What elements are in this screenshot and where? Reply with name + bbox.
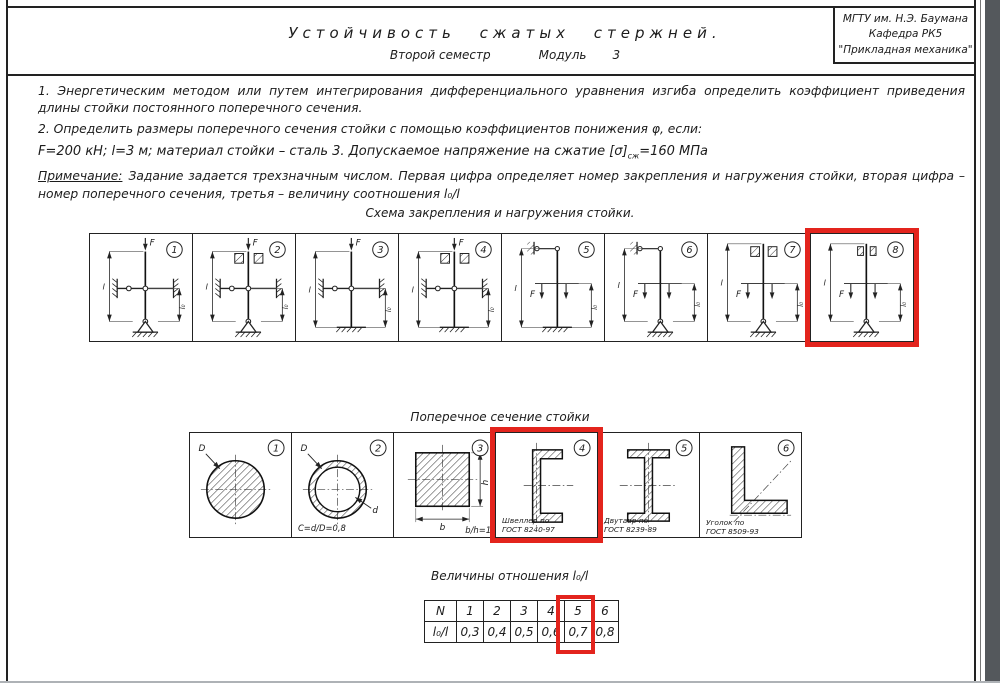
svg-text:3: 3 — [377, 245, 384, 257]
svg-text:F: F — [149, 238, 155, 249]
svg-text:F: F — [632, 290, 639, 301]
page-subtitle — [40, 48, 970, 62]
ratio-cell-0-0: N — [425, 601, 457, 622]
schemes-grid — [89, 233, 914, 342]
svg-text:Уголок по: Уголок по — [705, 518, 745, 528]
ratio-cell-0-1: 1 — [457, 601, 484, 622]
ratio-cell-1-5: 0,7 — [565, 622, 592, 643]
sections-heading: Поперечное сечение стойки — [410, 410, 590, 424]
ratio-cell-1-0: l₀/l — [425, 622, 457, 643]
scheme-cell-8 — [810, 233, 914, 342]
page-frame-top — [6, 6, 974, 8]
svg-text:l: l — [308, 284, 311, 295]
ratio-value-row — [425, 622, 619, 643]
task-list — [38, 83, 965, 206]
svg-text:D: D — [300, 443, 308, 454]
page-frame-right — [974, 0, 976, 681]
svg-text:Швеллер по: Швеллер по — [501, 516, 550, 526]
note-text: Задание задается трехзначным числом. Первая цифра определяет номер закрепления и нагружения стойки, вторая цифра – номер поперечного сечения, третья – величину соотношения l₀/l — [38, 169, 965, 201]
svg-text:b: b — [439, 523, 446, 534]
ratio-cell-0-6: 6 — [592, 601, 619, 622]
module-label: Модуль — [538, 48, 587, 62]
svg-text:F: F — [735, 290, 742, 301]
scheme-cell-7 — [707, 233, 811, 342]
ratio-cell-0-3: 3 — [511, 601, 538, 622]
ratio-cell-1-3: 0,5 — [511, 622, 538, 643]
svg-text:l: l — [411, 284, 414, 295]
svg-text:1: 1 — [272, 443, 280, 455]
given-data-subscript: сж — [627, 151, 640, 161]
svg-text:l₀: l₀ — [796, 301, 806, 307]
scheme-cell-4 — [398, 233, 502, 342]
svg-text:D: D — [198, 443, 206, 454]
svg-text:F: F — [252, 238, 258, 249]
section-cell-3 — [393, 432, 496, 538]
svg-text:F: F — [355, 238, 361, 249]
svg-text:1: 1 — [171, 245, 178, 257]
svg-text:4: 4 — [578, 443, 586, 455]
header-divider — [6, 74, 976, 76]
module-value: 3 — [612, 48, 621, 62]
ratio-header-row — [425, 601, 619, 622]
svg-text:6: 6 — [782, 443, 790, 455]
task-item-2: 2. Определить размеры поперечного сечения стойки с помощью коэффициентов понижения φ, если: — [38, 121, 703, 136]
svg-text:F: F — [529, 290, 536, 301]
svg-text:h: h — [481, 479, 492, 486]
svg-text:d: d — [372, 506, 378, 517]
svg-text:ГОСТ 8239-89: ГОСТ 8239-89 — [603, 525, 657, 535]
scheme-cell-6 — [604, 233, 708, 342]
svg-text:4: 4 — [480, 245, 487, 257]
svg-text:8: 8 — [892, 245, 899, 257]
svg-text:l: l — [205, 281, 208, 292]
svg-text:2: 2 — [274, 245, 281, 257]
given-data-tail: =160 МПа — [639, 144, 708, 160]
ratio-cell-1-4: 0,6 — [538, 622, 565, 643]
page-frame-inner-line — [980, 0, 981, 681]
svg-text:F: F — [838, 290, 845, 301]
sections-grid — [189, 432, 802, 538]
svg-text:ГОСТ 8509-93: ГОСТ 8509-93 — [705, 526, 759, 535]
page-title: Устойчивость сжатых стержней. — [288, 24, 722, 42]
given-data-main: F=200 кН; l=3 м; материал стойки – сталь 3. Допускаемое напряжение на сжатие [σ] — [38, 144, 628, 160]
ratios-heading: Величины отношения l₀/l — [431, 569, 589, 583]
org-line-3: "Прикладная механика" — [838, 43, 973, 56]
svg-text:l: l — [617, 279, 620, 290]
svg-text:3: 3 — [476, 443, 484, 455]
ratio-cell-1-1: 0,3 — [457, 622, 484, 643]
section-cell-4 — [495, 432, 598, 538]
scheme-cell-3 — [295, 233, 399, 342]
section-cell-1 — [189, 432, 292, 538]
svg-text:ГОСТ 8240-97: ГОСТ 8240-97 — [501, 525, 555, 535]
note-label: Примечание: — [38, 169, 123, 184]
scheme-cell-2 — [192, 233, 296, 342]
svg-text:5: 5 — [680, 443, 688, 455]
ratio-cell-0-5: 5 — [565, 601, 592, 622]
ratios-table — [424, 600, 619, 643]
ratio-cell-0-4: 4 — [538, 601, 565, 622]
scheme-cell-1 — [89, 233, 193, 342]
svg-text:7: 7 — [789, 245, 796, 257]
org-line-2: Кафедра РК5 — [868, 28, 943, 41]
org-line-1: МГТУ им. Н.Э. Баумана — [842, 13, 969, 26]
section-cell-5 — [597, 432, 700, 538]
semester-label: Второй семестр — [389, 48, 491, 62]
svg-text:C=d/D=0,8: C=d/D=0,8 — [297, 523, 346, 534]
svg-text:l: l — [514, 282, 517, 293]
svg-text:2: 2 — [374, 443, 382, 455]
given-data — [38, 143, 965, 162]
svg-text:l₀: l₀ — [899, 301, 909, 307]
schemes-heading: Схема закрепления и нагружения стойки. — [365, 206, 635, 220]
svg-text:l₀: l₀ — [384, 307, 394, 313]
svg-text:l: l — [720, 277, 723, 288]
section-cell-6 — [699, 432, 802, 538]
scheme-cell-5 — [501, 233, 605, 342]
svg-text:F: F — [458, 238, 464, 249]
ratio-cell-0-2: 2 — [484, 601, 511, 622]
page-frame-left — [6, 0, 8, 681]
svg-text:l₀: l₀ — [281, 304, 291, 310]
ratio-cell-1-6: 0,8 — [592, 622, 619, 643]
ratio-cell-1-2: 0,4 — [484, 622, 511, 643]
svg-text:l₀: l₀ — [487, 307, 497, 313]
svg-text:6: 6 — [686, 245, 693, 257]
section-cell-2 — [291, 432, 394, 538]
task-item-1: 1. Энергетическим методом или путем интегрирования дифференциального уравнения изгиба определить коэффициент приведения длины стойки постоянного поперечного сечения. — [38, 84, 965, 116]
svg-text:l₀: l₀ — [590, 304, 600, 310]
svg-text:Двутавр по: Двутавр по — [603, 516, 649, 526]
svg-text:l: l — [823, 277, 826, 288]
svg-text:l₀: l₀ — [178, 304, 188, 310]
svg-text:l: l — [102, 281, 105, 292]
svg-text:5: 5 — [583, 245, 590, 257]
note — [38, 168, 965, 203]
svg-text:b/h=1: b/h=1 — [465, 525, 492, 535]
svg-text:l₀: l₀ — [693, 301, 703, 307]
scan-edge-strip — [985, 0, 1000, 683]
